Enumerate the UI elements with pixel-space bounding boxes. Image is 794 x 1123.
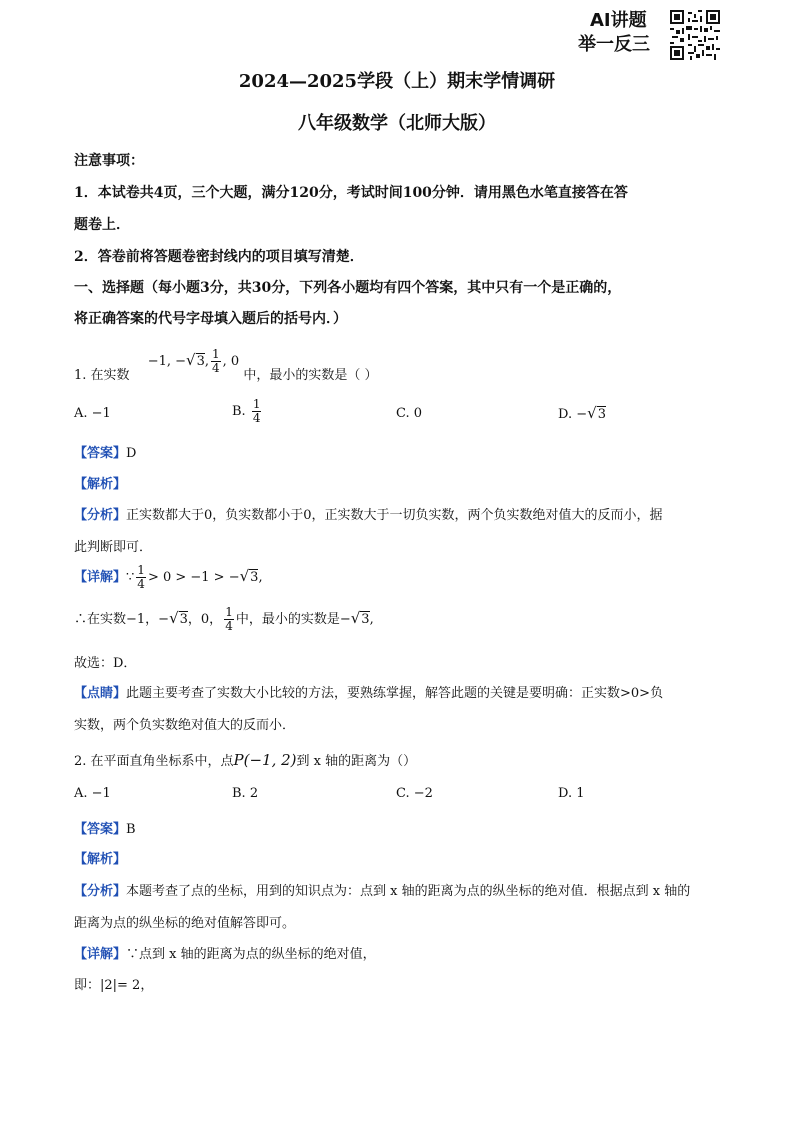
dianjing-tag: 【点睛】 [74, 686, 127, 701]
detail-text: ∵点到 x 轴的距离为点的纵坐标的绝对值， [126, 947, 376, 962]
fraction-numerator: 1 [252, 397, 261, 411]
answer-tag: 【答案】 [74, 446, 127, 461]
notes-item-1: 1．本试卷共4页，三个大题，满分120分，考试时间100分钟．请用黑色水笔直接答在答 [74, 185, 628, 201]
point-coordinate: P(−1, 2) [233, 751, 297, 769]
option-a: A. −1 [74, 406, 111, 421]
q2-detail-line-2: 即：|2|= 2， [74, 978, 154, 993]
q2-option-a: A. −1 [74, 786, 111, 801]
q2-option-c: C. −2 [396, 786, 433, 801]
detail-text: 中，最小的实数是− [235, 612, 351, 627]
sqrt-icon: √ [186, 351, 196, 369]
q2-option-b: B. 2 [232, 786, 259, 801]
question-2-stem [74, 750, 416, 769]
sqrt-icon: √ [350, 609, 361, 627]
therefore-text: ∴在实数−1，− [74, 612, 170, 627]
analysis-tag: 【解析】 [74, 477, 127, 492]
comma-text: , [204, 354, 209, 369]
detail-tag: 【详解】 [74, 947, 127, 962]
fenxi-line [74, 504, 663, 523]
fraction-denominator: 4 [252, 411, 261, 425]
comma-text: , [369, 612, 374, 627]
sqrt-radicand: 3 [196, 354, 205, 369]
sqrt-icon: √ [587, 404, 597, 422]
q2-option-d: D. 1 [558, 786, 585, 801]
answer-line [74, 442, 136, 461]
fraction-numerator: 1 [212, 347, 220, 361]
sqrt-icon: √ [239, 567, 250, 585]
fenxi-text: 正实数都大于0，负实数都小于0，正实数大于一切负实数，两个负实数绝对值大的反而小，据 [126, 508, 663, 523]
answer-tag: 【答案】 [74, 822, 127, 837]
notes-item-1-cont: 题卷上． [74, 217, 130, 233]
comma-text: , [258, 570, 263, 585]
fraction [252, 398, 262, 425]
section-heading: 一、选择题（每小题3分，共30分，下列各小题均有四个答案，其中只有一个是正确的， [74, 280, 622, 296]
detail-line-1 [74, 564, 263, 591]
number-text: , 0 [222, 354, 240, 369]
fraction [224, 606, 234, 633]
answer-value: D [126, 446, 137, 461]
option-d [558, 404, 606, 422]
q2-detail-line-1 [74, 943, 376, 962]
dianjing-line [74, 682, 663, 701]
sqrt-icon: √ [169, 609, 179, 627]
question-1-stem [74, 348, 377, 384]
option-c: C. 0 [396, 406, 423, 421]
detail-tag: 【详解】 [74, 570, 127, 585]
fraction-denominator: 4 [137, 577, 145, 591]
fraction [211, 348, 221, 375]
dianjing-line-cont: 实数，两个负实数绝对值大的反而小． [74, 718, 296, 733]
page-title: 2024—2025学段（上）期末学情调研 [238, 71, 556, 92]
question-1-numbers [148, 348, 240, 375]
q2-answer-line [74, 818, 136, 837]
fenxi-tag: 【分析】 [74, 508, 127, 523]
logo-text-line2: 举一反三 [578, 34, 650, 55]
fenxi-tag: 【分析】 [74, 884, 127, 899]
fenxi-text: 本题考查了点的坐标，用到的知识点为：点到 x 轴的距离为点的纵坐标的绝对值．根据点到 x 轴的 [126, 884, 691, 899]
option-d-label: D. − [558, 407, 588, 422]
option-b-label: B. [232, 404, 246, 419]
detail-line-2 [74, 606, 374, 633]
logo-text-line1: AI讲题 [590, 10, 647, 31]
because-text: ∵ [126, 570, 135, 585]
question-1-stem-end: 中，最小的实数是（ ） [243, 368, 378, 383]
q2-fenxi-line [74, 880, 690, 899]
detail-text: ，0， [187, 612, 223, 627]
fraction-denominator: 4 [225, 619, 233, 633]
q2-fenxi-line-cont: 距离为点的纵坐标的绝对值解答即可。 [74, 916, 296, 931]
option-b [232, 398, 263, 425]
fraction-denominator: 4 [212, 361, 220, 375]
sqrt-radicand: 3 [179, 612, 188, 627]
question-2-stem-end: 到 x 轴的距离为（） [296, 754, 417, 769]
page-subtitle: 八年级数学（北师大版） [298, 113, 496, 134]
fraction-numerator: 1 [225, 605, 233, 619]
section-heading-cont: 将正确答案的代号字母填入题后的括号内．） [74, 311, 347, 327]
answer-value: B [126, 822, 136, 837]
question-2-label: 2. 在平面直角坐标系中，点 [74, 754, 234, 769]
fenxi-line-cont: 此判断即可． [74, 540, 153, 555]
inequality-text: > 0 > −1 > − [147, 570, 240, 585]
sqrt-radicand: 3 [597, 407, 606, 422]
detail-conclusion: 故选：D． [74, 656, 137, 671]
question-1-label: 1. 在实数 [74, 368, 130, 383]
dianjing-text: 此题主要考查了实数大小比较的方法，要熟练掌握，解答此题的关键是要明确：正实数>0>负 [126, 686, 664, 701]
sqrt-radicand: 3 [250, 570, 259, 585]
qr-code-icon [670, 10, 720, 60]
notes-heading: 注意事项： [74, 153, 144, 169]
sqrt-radicand: 3 [361, 612, 370, 627]
q2-analysis-tag: 【解析】 [74, 852, 127, 867]
fraction [136, 564, 146, 591]
number-text: −1, − [147, 354, 187, 369]
notes-item-2: 2．答卷前将答题卷密封线内的项目填写清楚． [74, 249, 364, 265]
fraction-numerator: 1 [137, 563, 145, 577]
